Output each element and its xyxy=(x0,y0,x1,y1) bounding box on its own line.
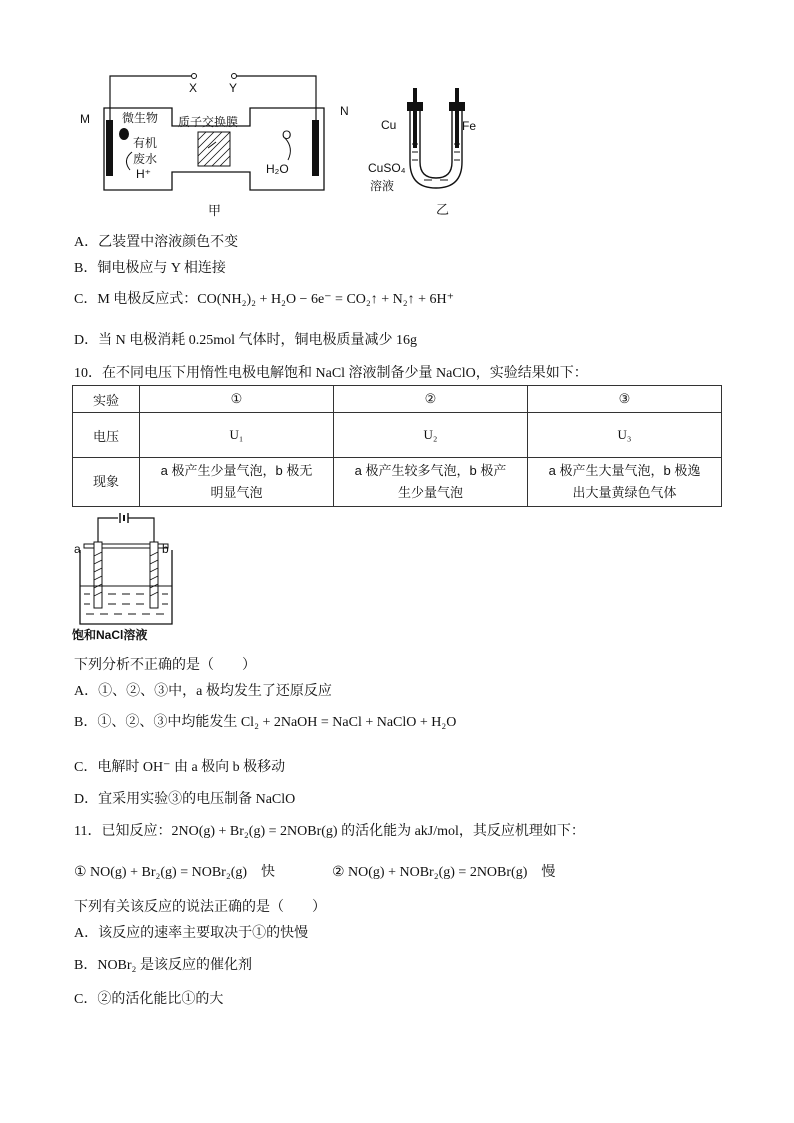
fe-label: Fe xyxy=(462,119,477,133)
h-plus-label: H⁺ xyxy=(136,167,151,181)
table-voltage-label: 电压 xyxy=(73,413,140,458)
cuso4-label: CuSO₄ xyxy=(368,161,406,175)
figure-jia-caption: 甲 xyxy=(208,203,222,218)
q9-option-d: D．当 N 电极消耗 0.25mol 气体时，铜电极质量减少 16g xyxy=(74,333,417,348)
table-phenomenon-1: a 极产生少量气泡，b 极无 明显气泡 xyxy=(140,458,334,507)
label-y: Y xyxy=(229,81,238,95)
table-phenomenon-3: a 极产生大量气泡，b 极逸 出大量黄绿色气体 xyxy=(528,458,722,507)
table-header-3: ③ xyxy=(528,386,722,413)
label-n: N xyxy=(340,104,349,118)
cu-label: Cu xyxy=(381,118,397,132)
q11-stem xyxy=(74,820,585,840)
q10-results-table xyxy=(72,385,722,507)
q11-stem-equation: 2NO(g) + Br₂(g) = 2NOBr(g) xyxy=(171,824,338,839)
electrolysis-diagram xyxy=(70,512,180,632)
q9-option-b: B．铜电极应与 Y 相连接 xyxy=(74,261,226,276)
table-phenomenon-2: a 极产生较多气泡，b 极产 生少量气泡 xyxy=(334,458,528,507)
q10-option-a: A．①、②、③中，a 极均发生了还原反应 xyxy=(74,684,332,699)
electrode-b-label: b xyxy=(162,542,169,556)
q11-ask: 下列有关该反应的说法正确的是（ ） xyxy=(74,900,326,915)
q11-step-2: ② NO(g) + NOBr₂(g) = 2NOBr(g) 慢 xyxy=(332,865,556,880)
table-phenomenon-label: 现象 xyxy=(73,458,140,507)
organic-label: 有机 xyxy=(133,136,158,150)
table-header-1: ① xyxy=(140,386,334,413)
q10-ask: 下列分析不正确的是（ ） xyxy=(74,658,256,673)
table-header-experiment: 实验 xyxy=(73,386,140,413)
q11-stem-suffix: 的活化能为 akJ/mol，其反应机理如下： xyxy=(337,824,585,839)
q9-option-c-prefix: C．M 电极反应式： xyxy=(74,292,198,307)
electrode-a-label: a xyxy=(74,542,81,556)
q10-option-c: C．电解时 OH⁻ 由 a 极向 b 极移动 xyxy=(74,760,286,775)
table-voltage-1: U₁ xyxy=(140,413,334,458)
q11-option-c: C．②的活化能比①的大 xyxy=(74,992,224,1007)
q11-stem-prefix: 11．已知反应： xyxy=(74,824,172,839)
q9-option-a: A．乙装置中溶液颜色不变 xyxy=(74,235,239,250)
solution-label: 溶液 xyxy=(370,179,395,193)
q11-option-a: A．该反应的速率主要取决于①的快慢 xyxy=(74,926,309,941)
figure-jia-diagram xyxy=(80,68,350,218)
microbe-label: 微生物 xyxy=(122,111,159,125)
q10-option-d: D．宜采用实验③的电压制备 NaClO xyxy=(74,792,296,807)
q9-option-c xyxy=(74,288,454,308)
q10-option-b-equation: Cl₂ + 2NaOH = NaCl + NaClO + H₂O xyxy=(240,715,457,730)
q10-option-b-prefix: B．①、②、③中均能发生 xyxy=(74,715,241,730)
q11-step-1: ① NO(g) + Br₂(g) = NOBr₂(g) 快 xyxy=(74,865,276,880)
q9-option-c-equation: CO(NH₂)₂ + H₂O − 6e⁻ = CO₂↑ + N₂↑ + 6H⁺ xyxy=(197,292,455,307)
o-label: O xyxy=(282,128,292,142)
q10-option-b xyxy=(74,711,456,731)
figure-yi-diagram xyxy=(398,84,478,199)
electrolysis-caption: 饱和NaCl溶液 xyxy=(72,628,148,642)
q11-option-b: B．NOBr₂ 是该反应的催化剂 xyxy=(74,958,252,973)
q10-stem: 10．在不同电压下用惰性电极电解饱和 NaCl 溶液制备少量 NaClO，实验结果如下： xyxy=(74,366,588,381)
wastewater-label: 废水 xyxy=(133,152,158,166)
membrane-label: 质子交换膜 xyxy=(178,115,239,129)
label-x: X xyxy=(189,81,198,95)
label-m: M xyxy=(80,112,90,126)
table-voltage-2: U₂ xyxy=(334,413,528,458)
table-voltage-3: U₃ xyxy=(528,413,722,458)
h2o-label: H₂O xyxy=(266,162,289,176)
table-header-2: ② xyxy=(334,386,528,413)
figure-yi-caption: 乙 xyxy=(436,202,450,217)
